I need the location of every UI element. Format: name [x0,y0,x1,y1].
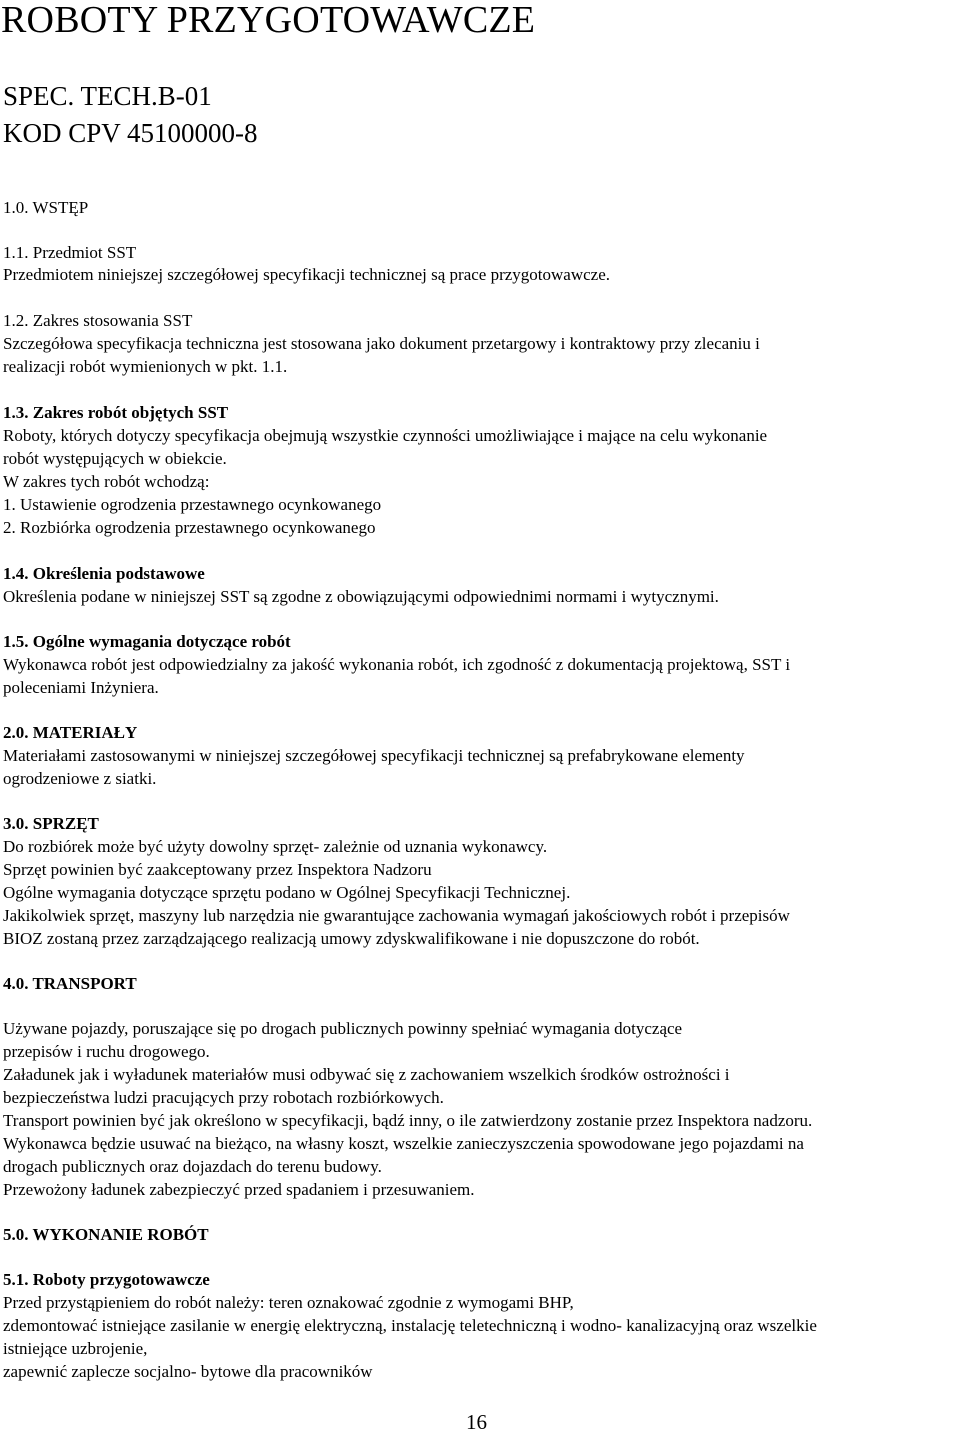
section-heading-2-0: 2.0. MATERIAŁY [3,723,138,742]
paragraph-3-line: Jakikolwiek sprzęt, maszyny lub narzędzia nie gwarantujące zachowania wymagań jakościowych robót i przepisów [3,906,790,925]
paragraph-5-1-line: zapewnić zaplecze socjalno- bytowe dla pracowników [3,1362,373,1381]
paragraph-3-line: Do rozbiórek może być użyty dowolny sprzęt- zależnie od uznania wykonawcy. [3,837,548,856]
paragraph-5-1-line: Przed przystąpieniem do robót należy: teren oznakować zgodnie z wymogami BHP, [3,1293,574,1312]
paragraph-1-3-line: W zakres tych robót wchodzą: [3,472,210,491]
list-item: 1. Ustawienie ogrodzenia przestawnego ocynkowanego [3,495,382,514]
section-heading-4-0: 4.0. TRANSPORT [3,974,137,993]
section-heading-1-3: 1.3. Zakres robót objętych SST [3,403,229,422]
paragraph-4-line: przepisów i ruchu drogowego. [3,1042,210,1061]
paragraph-3-line: BIOZ zostaną przez zarządzającego realizacją umowy zdyskwalifikowane i nie dopuszczone do robót. [3,929,700,948]
paragraph-1-1: Przedmiotem niniejszej szczegółowej specyfikacji technicznej są prace przygotowawcze. [3,265,611,284]
paragraph-5-1-line: zdemontować istniejące zasilanie w energię elektryczną, instalację teletechniczną i wodno- kanalizacyjną oraz wszelkie [3,1316,817,1335]
list-item: 2. Rozbiórka ogrodzenia przestawnego ocynkowanego [3,518,376,537]
section-heading-1-2: 1.2. Zakres stosowania SST [3,311,193,330]
paragraph-4-line: Załadunek jak i wyładunek materiałów musi odbywać się z zachowaniem wszelkich środków ostrożności i [3,1065,730,1084]
paragraph-4-line: drogach publicznych oraz dojazdach do terenu budowy. [3,1157,382,1176]
paragraph-4-line: Używane pojazdy, poruszające się po drogach publicznych powinny spełniać wymagania dotyczące [3,1019,683,1038]
paragraph-3-line: Sprzęt powinien być zaakceptowany przez Inspektora Nadzoru [3,860,432,879]
section-heading-1-4: 1.4. Określenia podstawowe [3,564,205,583]
cpv-code: KOD CPV 45100000-8 [3,118,258,148]
page-number: 16 [466,1410,487,1434]
paragraph-3-line: Ogólne wymagania dotyczące sprzętu podano w Ogólnej Specyfikacji Technicznej. [3,883,571,902]
section-heading-1-5: 1.5. Ogólne wymagania dotyczące robót [3,632,291,651]
paragraph-1-5-line: Wykonawca robót jest odpowiedzialny za jakość wykonania robót, ich zgodność z dokumentacją projektową, SST i [3,655,791,674]
paragraph-1-3-line: Roboty, których dotyczy specyfikacja obejmują wszystkie czynności umożliwiające i mające na celu wykonanie [3,426,768,445]
paragraph-4-line: bezpieczeństwa ludzi pracujących przy robotach rozbiórkowych. [3,1088,444,1107]
section-heading-1-0: 1.0. WSTĘP [3,198,89,217]
paragraph-1-2-line: realizacji robót wymienionych w pkt. 1.1. [3,357,288,376]
section-heading-3-0: 3.0. SPRZĘT [3,814,99,833]
paragraph-1-3-line: robót występujących w obiekcie. [3,449,227,468]
spec-code: SPEC. TECH.B-01 [3,81,212,111]
paragraph-5-1-line: istniejące uzbrojenie, [3,1339,148,1358]
document-title: ROBOTY PRZYGOTOWAWCZE [1,0,536,41]
paragraph-1-2-line: Szczegółowa specyfikacja techniczna jest stosowana jako dokument przetargowy i kontraktowy przy zlecaniu i [3,334,760,353]
paragraph-4-line: Przewożony ładunek zabezpieczyć przed spadaniem i przesuwaniem. [3,1180,475,1199]
section-heading-1-1: 1.1. Przedmiot SST [3,243,137,262]
paragraph-1-4: Określenia podane w niniejszej SST są zgodne z obowiązującymi odpowiednimi normami i wytycznymi. [3,587,719,606]
paragraph-1-5-line: poleceniami Inżyniera. [3,678,159,697]
section-heading-5-0: 5.0. WYKONANIE ROBÓT [3,1225,209,1244]
paragraph-2-line: Materiałami zastosowanymi w niniejszej szczegółowej specyfikacji technicznej są prefabrykowane elementy [3,746,745,765]
paragraph-2-line: ogrodzeniowe z siatki. [3,769,157,788]
section-heading-5-1: 5.1. Roboty przygotowawcze [3,1270,210,1289]
paragraph-4-line: Transport powinien być jak określono w specyfikacji, bądź inny, o ile zatwierdzony zostanie przez Inspektora nadzoru. [3,1111,813,1130]
paragraph-4-line: Wykonawca będzie usuwać na bieżąco, na własny koszt, wszelkie zanieczyszczenia spowodowane jego pojazdami na [3,1134,804,1153]
